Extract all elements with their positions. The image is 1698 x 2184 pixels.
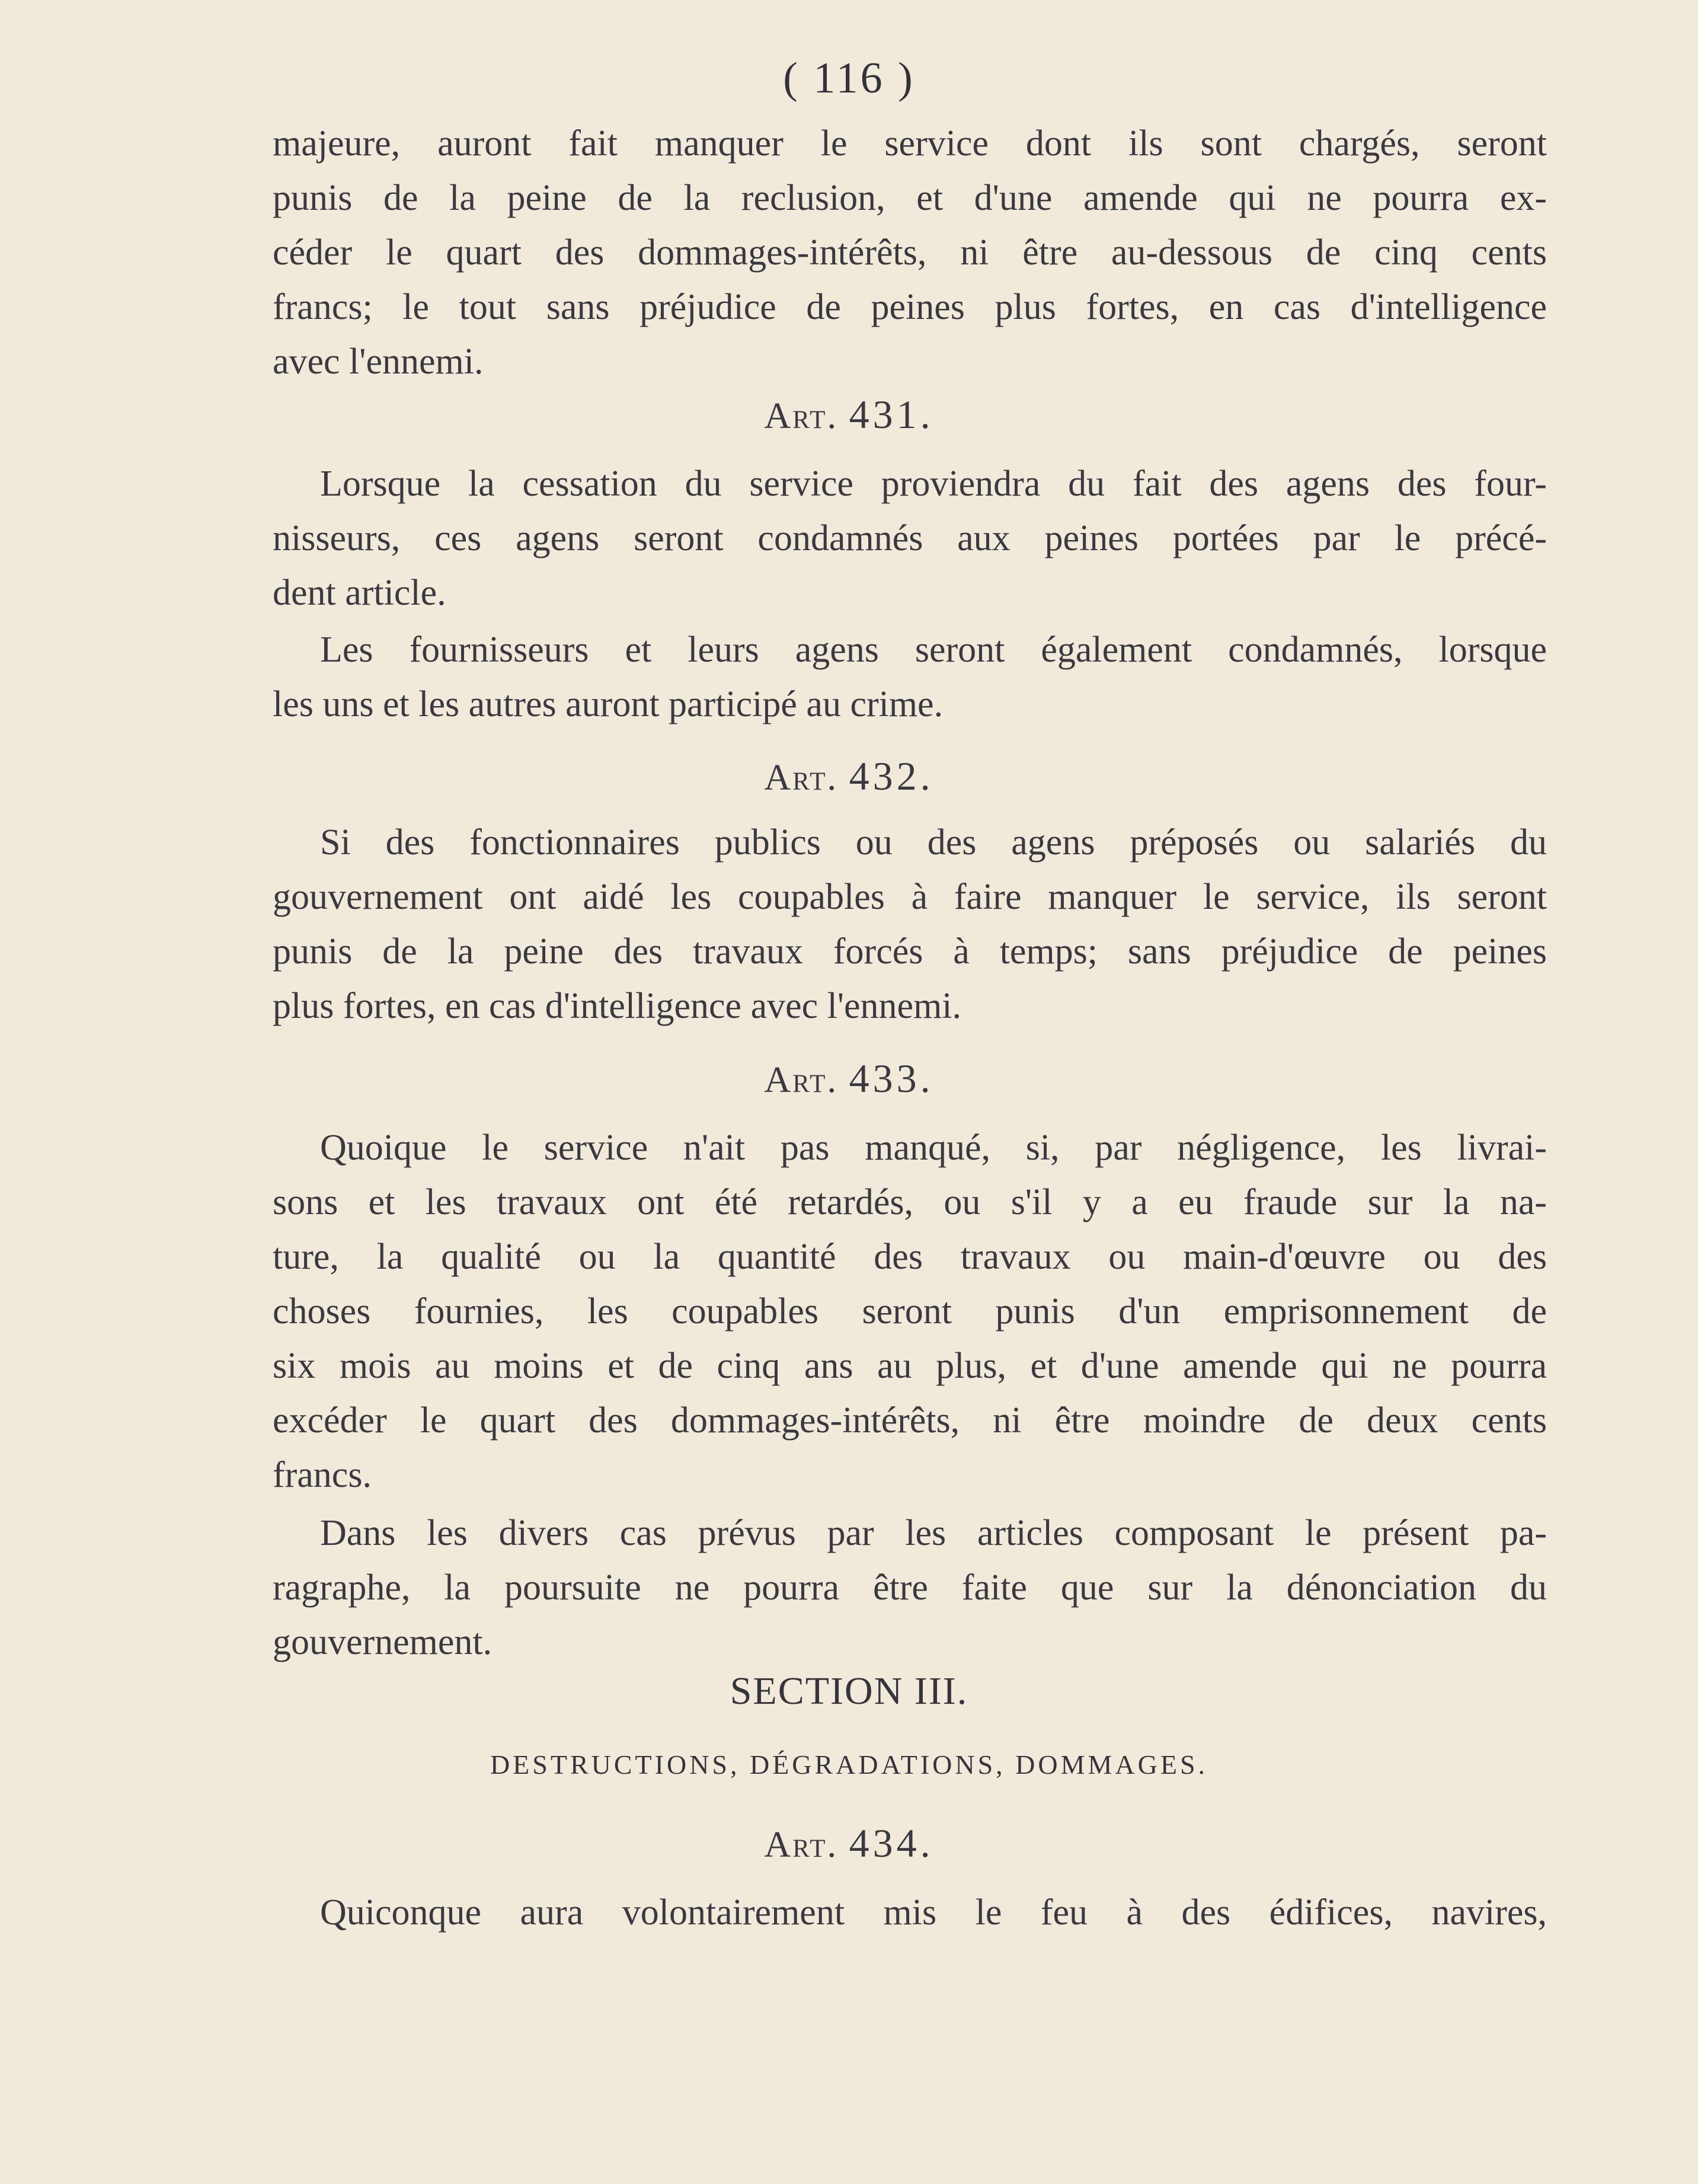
text-line: gouvernement. [273, 1622, 493, 1662]
text-line: punis de la peine des travaux forcés à temps; sans préjudice de peines [273, 931, 1547, 972]
text-line: les uns et les autres auront participé au crime. [273, 684, 944, 724]
article-heading-434 [0, 1820, 1698, 1867]
page-number: ( 116 ) [783, 54, 915, 103]
text-line: gouvernement ont aidé les coupables à faire manquer le service, ils seront [273, 877, 1547, 917]
article-431-paragraph-1 [273, 456, 1547, 620]
text-line: Quoique le service n'ait pas manqué, si, par négligence, les livrai- [320, 1128, 1547, 1168]
article-prefix: Art. [764, 396, 839, 436]
text-line: ragraphe, la poursuite ne pourra être faite que sur la dénonciation du [273, 1567, 1547, 1608]
paragraph-continuation [273, 116, 1547, 389]
article-433-paragraph-1 [273, 1120, 1547, 1502]
text-line: Les fournisseurs et leurs agens seront également condamnés, lorsque [320, 630, 1547, 670]
text-line: plus fortes, en cas d'intelligence avec l'ennemi. [273, 986, 962, 1026]
section-title: SECTION III. [730, 1669, 968, 1713]
article-431-paragraph-2 [273, 622, 1547, 732]
text-line: choses fournies, les coupables seront punis d'un emprisonnement de [273, 1291, 1547, 1332]
section-subtitle: DESTRUCTIONS, DÉGRADATIONS, DOMMAGES. [490, 1749, 1208, 1780]
article-433-paragraph-2 [273, 1506, 1547, 1669]
text-line: six mois au moins et de cinq ans au plus, et d'une amende qui ne pourra [273, 1346, 1547, 1386]
article-number: 432. [849, 753, 934, 799]
article-434-paragraph-1 [273, 1885, 1547, 1940]
article-number: 434. [849, 1821, 934, 1866]
article-prefix: Art. [764, 1825, 839, 1865]
article-heading-432 [0, 753, 1698, 800]
text-line: céder le quart des dommages-intérêts, ni être au-dessous de cinq cents [273, 232, 1547, 273]
text-line: francs; le tout sans préjudice de peines plus fortes, en cas d'intelligence [273, 287, 1547, 327]
article-432-paragraph-1 [273, 815, 1547, 1033]
text-line: excéder le quart des dommages-intérêts, ni être moindre de deux cents [273, 1400, 1547, 1441]
text-line: nisseurs, ces agens seront condamnés aux peines portées par le précé- [273, 518, 1547, 558]
article-number: 431. [849, 392, 934, 437]
text-line: punis de la peine de la reclusion, et d'une amende qui ne pourra ex- [273, 178, 1547, 218]
text-line: avec l'ennemi. [273, 341, 484, 382]
text-line: Quiconque aura volontairement mis le feu à des édifices, navires, [320, 1892, 1547, 1933]
text-line: Si des fonctionnaires publics ou des agens préposés ou salariés du [320, 822, 1547, 863]
text-line: ture, la qualité ou la quantité des travaux ou main-d'œuvre ou des [273, 1237, 1547, 1277]
text-line: majeure, auront fait manquer le service dont ils sont chargés, seront [273, 123, 1547, 164]
text-line: Dans les divers cas prévus par les articles composant le présent pa- [320, 1513, 1547, 1553]
text-line: dent article. [273, 573, 446, 613]
text-line: Lorsque la cessation du service proviendra du fait des agens des four- [320, 464, 1547, 504]
article-heading-431 [0, 391, 1698, 438]
text-line: francs. [273, 1455, 372, 1495]
article-prefix: Art. [764, 1060, 839, 1100]
text-line: sons et les travaux ont été retardés, ou s'il y a eu fraude sur la na- [273, 1182, 1547, 1222]
article-heading-433 [0, 1055, 1698, 1102]
article-number: 433. [849, 1056, 934, 1101]
article-prefix: Art. [764, 758, 839, 798]
